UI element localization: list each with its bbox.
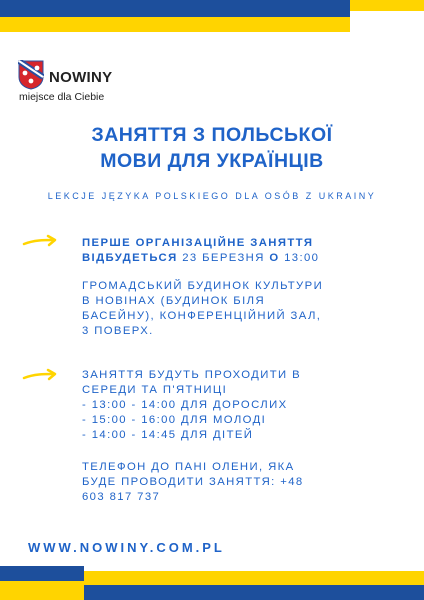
bottom-yellow-bar [84,571,424,585]
arrow-right-icon [22,234,58,248]
location-line: ГРОМАДСЬКИЙ БУДИНОК КУЛЬТУРИ [82,280,324,292]
title-line-1: ЗАНЯТТЯ З ПОЛЬСЬКОЇ [91,124,333,146]
contact-line: 603 817 737 [82,491,161,503]
first-meeting-date: 23 БЕРЕЗНЯ [182,252,265,264]
top-yellow-bar-left [0,17,350,32]
first-meeting-line-1: ПЕРШЕ ОРГАНІЗАЦІЙНЕ ЗАНЯТТЯ [82,237,314,249]
bottom-yellow-bar-left [0,581,84,600]
contact-line: БУДЕ ПРОВОДИТИ ЗАНЯТТЯ: +48 [82,476,304,488]
location-line: 3 ПОВЕРХ. [82,325,154,337]
contact-info [82,460,402,505]
contact-line: ТЕЛЕФОН ДО ПАНІ ОЛЕНИ, ЯКА [82,461,295,473]
top-yellow-bar [350,0,424,11]
website-link[interactable]: WWW.NOWINY.COM.PL [28,540,225,555]
title-line-2: МОВИ ДЛЯ УКРАЇНЦІВ [100,150,324,172]
schedule-line: - 13:00 - 14:00 ДЛЯ ДОРОСЛИХ [82,399,288,411]
coat-of-arms-icon [18,60,44,90]
page-title [0,122,424,174]
first-meeting-o: О [269,252,280,264]
top-blue-bar [0,0,350,17]
schedule-line: СЕРЕДИ ТА П'ЯТНИЦІ [82,384,228,396]
schedule-line: - 14:00 - 14:45 ДЛЯ ДІТЕЙ [82,429,254,441]
location-info [82,279,402,339]
location-line: БАСЕЙНУ), КОНФЕРЕНЦІЙНИЙ ЗАЛ, [82,310,322,322]
subtitle: LEKCJE JĘZYKA POLSKIEGO DLA OSÓB Z UKRAINY [47,191,377,201]
schedule-line: - 15:00 - 16:00 ДЛЯ МОЛОДІ [82,414,267,426]
bottom-blue-bar-right [84,585,424,600]
first-meeting-verb: ВІДБУДЕТЬСЯ [82,252,178,264]
arrow-right-icon [22,368,58,382]
logo-brand: NOWINY [49,69,113,86]
first-meeting-info [82,236,402,266]
first-meeting-line-2 [82,251,402,266]
first-meeting-time: 13:00 [284,252,320,264]
schedule-info [82,368,402,443]
location-line: В НОВІНАХ (БУДИНОК БІЛЯ [82,295,266,307]
bottom-blue-bar [0,566,84,581]
schedule-line: ЗАНЯТТЯ БУДУТЬ ПРОХОДИТИ В [82,369,302,381]
logo-tagline: miejsce dla Ciebie [19,91,105,103]
logo [18,60,178,106]
